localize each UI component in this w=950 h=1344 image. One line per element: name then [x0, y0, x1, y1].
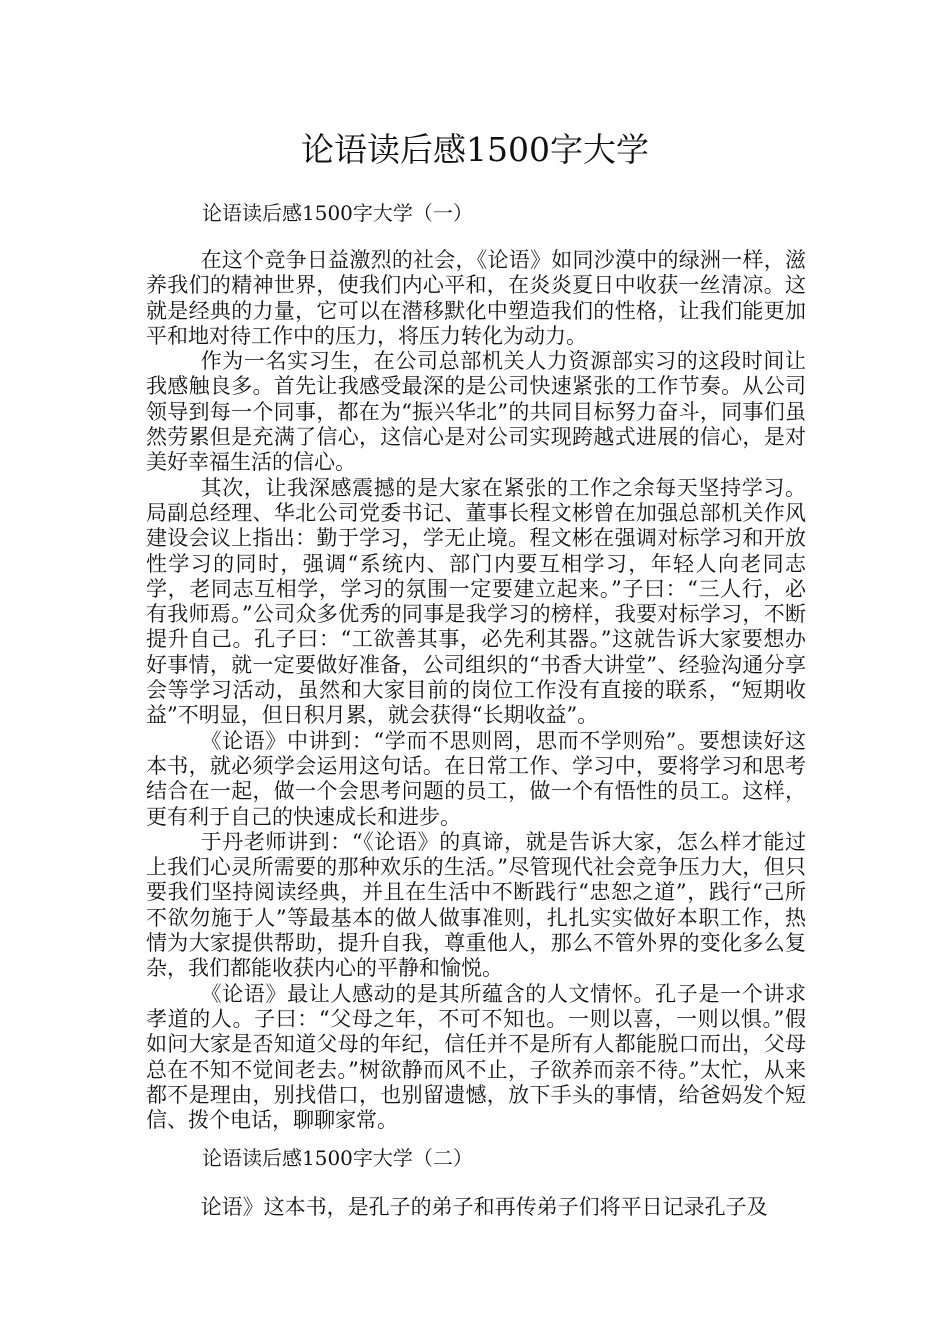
paragraph: 《论语》中讲到：“学而不思则罔，思而不学则殆”。要想读好这本书，就必须学会运用这句话。在日常工作、学习中，要将学习和思考结合在一起，做一个会思考问题的员工，做一个有悟性的员工。这样，更有利于自己的快速成长和进步。	[146, 728, 806, 829]
section-heading-2: 论语读后感1500字大学（二）	[202, 1146, 473, 1170]
section-1-body	[146, 248, 806, 1133]
paragraph: 在这个竞争日益激烈的社会，《论语》如同沙漠中的绿洲一样，滋养我们的精神世界，使我们内心平和，在炎炎夏日中收获一丝清凉。这就是经典的力量，它可以在潜移默化中塑造我们的性格，让我们能更加平和地对待工作中的压力，将压力转化为动力。	[146, 248, 806, 348]
paragraph: 《论语》最让人感动的是其所蕴含的人文情怀。孔子是一个讲求孝道的人。子曰：“父母之年，不可不知也。一则以喜，一则以惧。”假如问大家是否知道父母的年纪，信任并不是所有人都能脱口而出，父母总在不知不觉间老去。”树欲静而风不止，子欲养而亲不待。”太忙，从来都不是理由，别找借口，也别留遗憾，放下手头的事情，给爸妈发个短信、拨个电话，聊聊家常。	[146, 981, 806, 1133]
paragraph: 论语》这本书，是孔子的弟子和再传弟子们将平日记录孔子及	[200, 1195, 768, 1219]
section-2-body	[146, 1195, 806, 1220]
paragraph: 于丹老师讲到：“《论语》的真谛，就是告诉大家，怎么样才能过上我们心灵所需要的那种欢乐的生活。”尽管现代社会竞争压力大，但只要我们坚持阅读经典，并且在生活中不断践行“忠恕之道”，践行“己所不欲勿施于人”等最基本的做人做事准则，扎扎实实做好本职工作，热情为大家提供帮助，提升自我，尊重他人，那么不管外界的变化多么复杂，我们都能收获内心的平静和愉悦。	[146, 829, 806, 981]
paragraph: 作为一名实习生，在公司总部机关人力资源部实习的这段时间让我感触良多。首先让我感受最深的是公司快速紧张的工作节奏。从公司领导到每一个同事，都在为“振兴华北”的共同目标努力奋斗，同事们虽然劳累但是充满了信心，这信心是对公司实现跨越式进展的信心，是对美好幸福生活的信心。	[146, 349, 806, 475]
section-heading-1: 论语读后感1500字大学（一）	[202, 201, 473, 225]
document-title: 论语读后感1500字大学	[301, 130, 649, 169]
paragraph: 其次，让我深感震撼的是大家在紧张的工作之余每天坚持学习。局副总经理、华北公司党委书记、董事长程文彬曾在加强总部机关作风建设会议上指出：勤于学习，学无止境。程文彬在强调对标学习和开放性学习的同时，强调“系统内、部门内要互相学习，年轻人向老同志学，老同志互相学，学习的氛围一定要建立起来。”子曰：“三人行，必有我师焉。”公司众多优秀的同事是我学习的榜样，我要对标学习，不断提升自己。孔子曰：“工欲善其事，必先利其器。”这就告诉大家要想办好事情，就一定要做好准备，公司组织的“书香大讲堂”、经验沟通分享会等学习活动，虽然和大家目前的岗位工作没有直接的联系，“短期收益”不明显，但日积月累，就会获得“长期收益”。	[146, 475, 806, 728]
